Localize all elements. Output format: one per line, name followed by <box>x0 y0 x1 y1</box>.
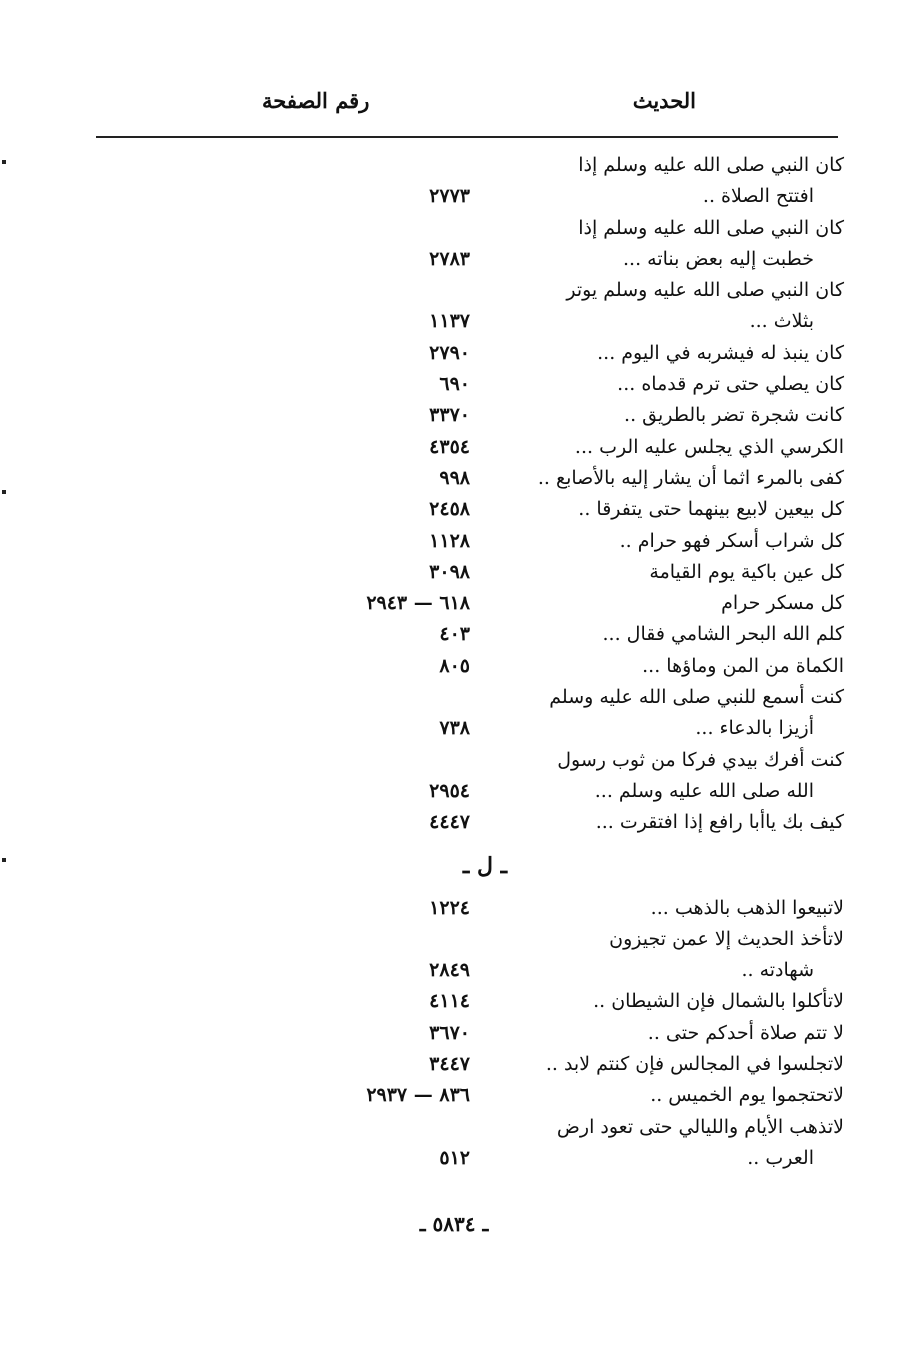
page-number: ٢٨٤٩ <box>429 959 470 982</box>
page-number: ٣٣٧٠ <box>429 404 470 427</box>
hadith-text: كل شراب أسكر فهو حرام .. <box>619 529 844 552</box>
index-entry <box>96 924 844 955</box>
page-number: ٣٦٧٠ <box>429 1021 470 1044</box>
index-entry <box>96 745 844 776</box>
index-entry <box>96 713 844 744</box>
index-entry <box>96 807 844 838</box>
index-list <box>96 142 844 1174</box>
hadith-text: كان النبي صلى الله عليه وسلم إذا <box>578 216 844 239</box>
index-entry <box>96 1143 844 1174</box>
index-entry <box>96 557 844 588</box>
index-entry <box>96 338 844 369</box>
margin-mark <box>2 858 6 862</box>
page-number: ٦٩٠ <box>439 373 470 396</box>
hadith-text: كان النبي صلى الله عليه وسلم إذا <box>578 154 844 176</box>
hadith-text: كان يصلي حتى ترم قدماه ... <box>617 373 844 396</box>
page-number: ٧٣٨ <box>439 717 470 740</box>
hadith-text: افتتح الصلاة .. <box>702 185 814 208</box>
index-entry <box>96 275 844 306</box>
index-entry <box>96 150 844 181</box>
index-entry <box>96 955 844 986</box>
page-number-column-header: رقم الصفحة <box>262 88 370 113</box>
margin-mark <box>2 490 6 494</box>
hadith-text: كل عين باكية يوم القيامة <box>649 560 844 583</box>
index-entry <box>96 306 844 337</box>
page-number: ٨٠٥ <box>439 654 470 677</box>
page-number: ٢٧٨٣ <box>429 247 470 270</box>
hadith-text: كيف بك ياأبا رافع إذا افتقرت ... <box>595 811 844 834</box>
hadith-text: كان ينبذ له فيشربه في اليوم ... <box>597 341 844 364</box>
hadith-text: كفى بالمرء اثما أن يشار إليه بالأصابع .. <box>537 466 844 489</box>
index-entry <box>96 776 844 807</box>
hadith-text: العرب .. <box>747 1146 814 1169</box>
hadith-text: لا تتم صلاة أحدكم حتى .. <box>647 1021 844 1044</box>
index-entry <box>96 619 844 650</box>
hadith-text: لاتحتجموا يوم الخميس .. <box>650 1084 844 1107</box>
entries-kaf <box>96 150 844 839</box>
index-entry <box>96 463 844 494</box>
page-footer-number: ـ ٥٨٣٤ ـ <box>419 1212 489 1236</box>
hadith-text: لاتبيعوا الذهب بالذهب ... <box>650 896 844 919</box>
page-number: ٤٠٣ <box>439 623 470 646</box>
hadith-text: الكرسي الذي يجلس عليه الرب ... <box>574 435 844 458</box>
index-entry <box>96 369 844 400</box>
index-entry <box>96 432 844 463</box>
page-number: ٤٤٤٧ <box>429 811 470 834</box>
page-number: ١١٢٨ <box>429 529 470 552</box>
page-number: ٢٩٥٤ <box>429 779 470 802</box>
hadith-text: كنت أفرك بيدي فركا من ثوب رسول <box>557 748 844 771</box>
section-heading-lam: ـ ل ـ <box>462 852 508 879</box>
page-number: ٦١٨ — ٢٩٤٣ <box>366 592 470 615</box>
hadith-text: لاتذهب الأيام والليالي حتى تعود ارض <box>556 1115 844 1138</box>
index-entry <box>96 893 844 924</box>
index-entry <box>96 682 844 713</box>
hadith-text: لاتأكلوا بالشمال فإن الشيطان .. <box>593 990 844 1013</box>
index-entry <box>96 244 844 275</box>
page-number: ٥١٢ <box>439 1146 470 1169</box>
hadith-text: أزيزا بالدعاء ... <box>695 717 814 740</box>
page-number: ٤٣٥٤ <box>429 435 470 458</box>
index-entry <box>96 1049 844 1080</box>
hadith-text: الكماة من المن وماؤها ... <box>642 654 844 677</box>
hadith-text: الله صلى الله عليه وسلم ... <box>594 779 814 802</box>
index-entry <box>96 1080 844 1111</box>
index-entry <box>96 526 844 557</box>
hadith-text: خطبت إليه بعض بناته ... <box>622 247 814 270</box>
hadith-text: كنت أسمع للنبي صلى الله عليه وسلم <box>549 686 844 709</box>
hadith-text: لاتأخذ الحديث إلا عمن تجيزون <box>609 927 844 950</box>
index-entry <box>96 181 844 212</box>
page-number: ١٢٢٤ <box>429 896 470 919</box>
hadith-text: كلم الله البحر الشامي فقال ... <box>602 623 844 646</box>
index-entry <box>96 494 844 525</box>
page-number: ٣٤٤٧ <box>429 1053 470 1076</box>
list-spacer <box>96 142 844 150</box>
page-number: ٢٤٥٨ <box>429 498 470 521</box>
page-number: ٣٠٩٨ <box>429 560 470 583</box>
page-number: ٨٣٦ — ٢٩٣٧ <box>366 1084 470 1107</box>
index-entry <box>96 213 844 244</box>
hadith-text: كل بيعين لابيع بينهما حتى يتفرقا .. <box>578 498 844 521</box>
page-number: ٤١١٤ <box>429 990 470 1013</box>
index-entry <box>96 1018 844 1049</box>
margin-mark <box>2 160 6 164</box>
hadith-text: كل مسكر حرام <box>721 592 844 615</box>
hadith-text: بثلاث ... <box>749 310 814 333</box>
page-number: ١١٣٧ <box>429 310 470 333</box>
index-entry <box>96 651 844 682</box>
page-number: ٢٧٧٣ <box>429 185 470 208</box>
hadith-text: لاتجلسوا في المجالس فإن كنتم لابد .. <box>545 1053 844 1076</box>
page-number: ٢٧٩٠ <box>429 341 470 364</box>
index-entry <box>96 986 844 1017</box>
hadith-column-header: الحديث <box>632 88 696 113</box>
header-rule <box>96 136 838 138</box>
index-entry <box>96 588 844 619</box>
index-entry <box>96 1112 844 1143</box>
hadith-text: كانت شجرة تضر بالطريق .. <box>624 404 844 427</box>
index-entry <box>96 400 844 431</box>
entries-lam <box>96 893 844 1175</box>
hadith-text: شهادته .. <box>741 959 814 982</box>
hadith-text: كان النبي صلى الله عليه وسلم يوتر <box>566 279 844 302</box>
page-number: ٩٩٨ <box>439 466 470 489</box>
